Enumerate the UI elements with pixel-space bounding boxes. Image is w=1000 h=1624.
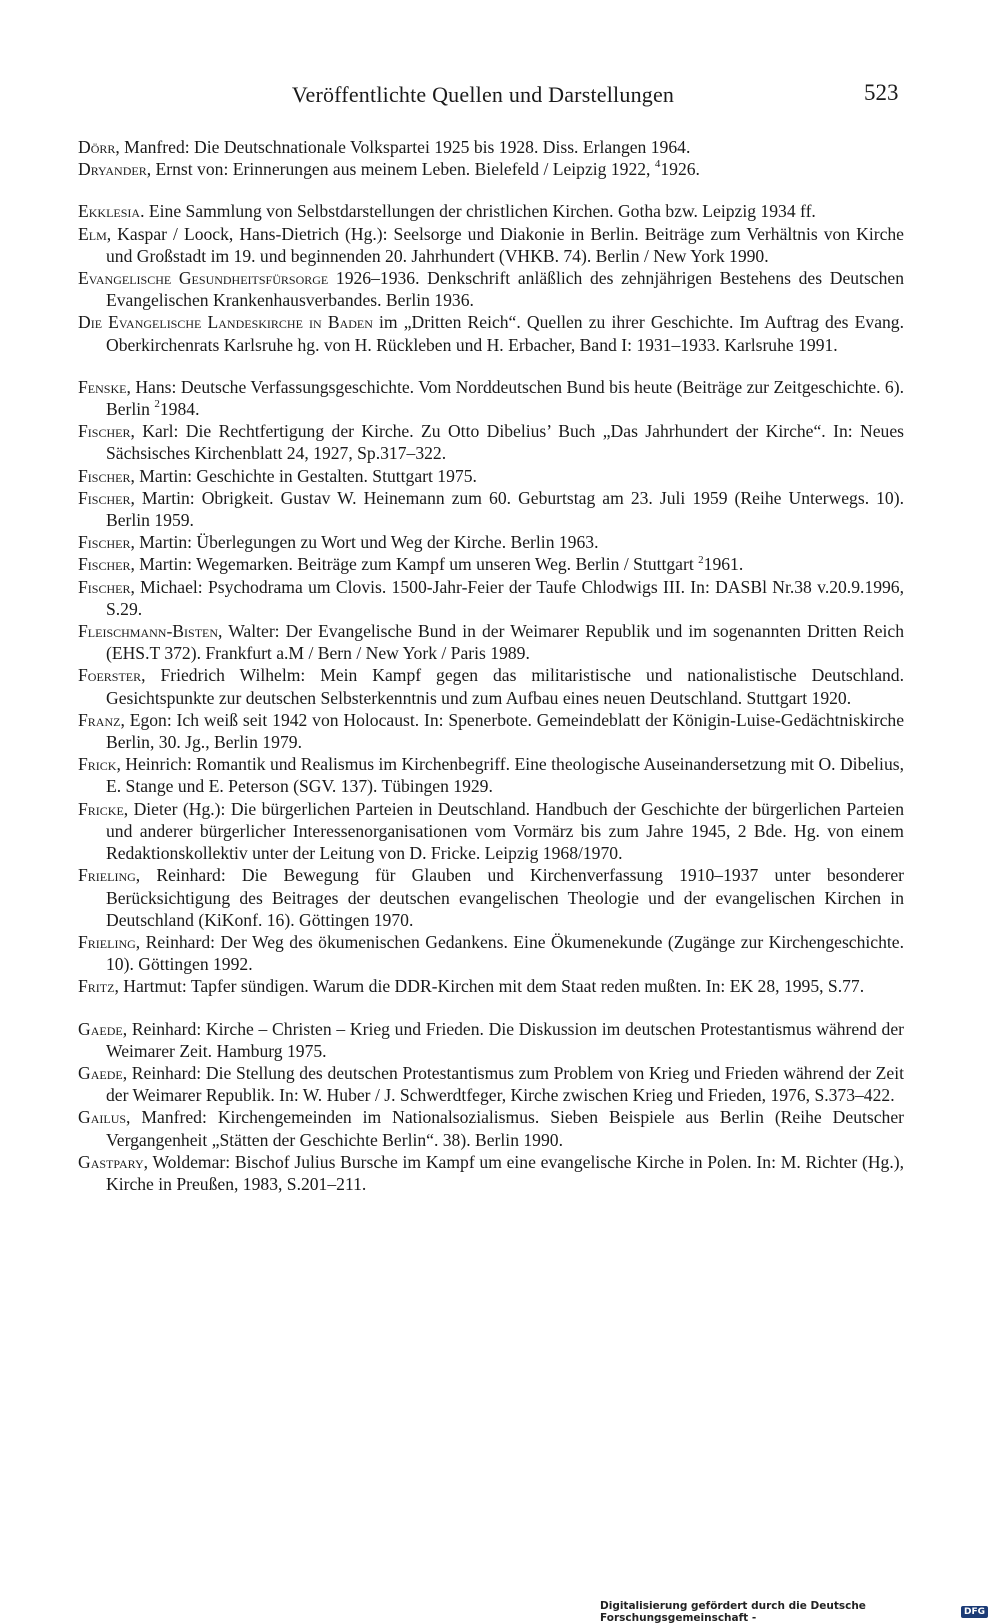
- entry-author: Fischer,: [78, 421, 135, 442]
- entry-text: Michael: Psychodrama um Clovis. 1500-Jahr-Feier der Taufe Chlodwigs III. In: DASBl Nr.38 v.20.9.1996, S.29.: [106, 576, 904, 619]
- bibliography-entry: [78, 136, 904, 158]
- entry-text: Karl: Die Rechtfertigung der Kirche. Zu Otto Dibelius’ Buch „Das Jahrhundert der Kirche“. In: Neues Sächsisches Kirchenblatt 24, 1927, Sp.317–322.: [106, 421, 904, 464]
- entry-text: Reinhard: Die Bewegung für Glauben und Kirchenverfassung 1910–1937 unter besonderer Berücksichtigung des Beitrages der deutschen evangelischen Theologie und der evangelischen Kirchen in Deutschland (KiKonf. 16). Göttingen 1970.: [106, 865, 904, 930]
- entry-author: Ekklesia.: [78, 201, 145, 222]
- entry-author: Frieling,: [78, 931, 141, 952]
- entry-author: Frieling,: [78, 865, 141, 886]
- entry-text: Reinhard: Der Weg des ökumenischen Gedankens. Eine Ökumenekunde (Zugänge zur Kirchengeschichte. 10). Göttingen 1992.: [106, 931, 904, 975]
- entry-text: Hans: Deutsche Verfassungsgeschichte. Vom Norddeutschen Bund bis heute (Beiträge zur Zeitgeschichte. 6). Berlin: [106, 376, 904, 420]
- entry-author: Gaede,: [78, 1018, 128, 1039]
- edition-superscript: 4: [654, 158, 661, 171]
- entry-text: Ernst von: Erinnerungen aus meinem Leben. Bielefeld / Leipzig 1922,: [151, 159, 655, 180]
- entry-author: Frick,: [78, 754, 121, 775]
- digitization-footer: [600, 1600, 1000, 1623]
- entry-author: Fischer,: [78, 532, 135, 553]
- entry-text-tail: 1961.: [703, 554, 744, 575]
- edition-superscript: 2: [698, 553, 704, 566]
- bibliography-entry: [78, 1151, 904, 1195]
- entry-text-tail: 1984.: [159, 399, 200, 420]
- entry-author: Fricke,: [78, 798, 129, 819]
- entry-text: Hartmut: Tapfer sündigen. Warum die DDR-Kirchen mit dem Staat reden mußten. In: EK 28, 1995, S.77.: [118, 976, 865, 997]
- entry-text: Martin: Obrigkeit. Gustav W. Heinemann zum 60. Geburtstag am 23. Juli 1959 (Reihe Unterwegs. 10). Berlin 1959.: [106, 487, 904, 531]
- entry-text: Kaspar / Loock, Hans-Dietrich (Hg.): Seelsorge und Diakonie in Berlin. Beiträge zum Verhältnis von Kirche und Großstadt im 19. und beginnenden 20. Jahrhundert (VHKB. 74). Berlin / New York 1990.: [106, 223, 904, 266]
- bibliography-entry: [78, 223, 904, 267]
- bibliography-entry: [78, 267, 904, 311]
- bibliography-entry: [78, 931, 904, 975]
- bibliography-entry: [78, 158, 904, 180]
- footer-text: Digitalisierung gefördert durch die Deutsche Forschungsgemeinschaft -: [600, 1599, 866, 1624]
- entry-text: Heinrich: Romantik und Realismus im Kirchenbegriff. Eine theologische Auseinandersetzung mit O. Dibelius, E. Stange und E. Peterson (SGV. 137). Tübingen 1929.: [106, 754, 904, 797]
- entry-author: Dörr,: [78, 137, 120, 157]
- bibliography-entry: [78, 975, 904, 997]
- entry-author: Foerster,: [78, 665, 146, 686]
- entry-author: Fischer,: [78, 554, 135, 575]
- entry-text: im „Dritten Reich“. Quellen zu ihrer Geschichte. Im Auftrag des Evang. Oberkirchenrats Karlsruhe hg. von H. Rückleben und H. Erbacher, Band I: 1931–1933. Karlsruhe 1991.: [106, 312, 904, 355]
- entry-text: Woldemar: Bischof Julius Bursche im Kampf um eine evangelische Kirche in Polen. In: M. Richter (Hg.), Kirche in Preußen, 1983, S.201–211.: [106, 1151, 904, 1194]
- entry-text: Martin: Überlegungen zu Wort und Weg der Kirche. Berlin 1963.: [134, 532, 599, 553]
- entry-text: Reinhard: Die Stellung des deutschen Protestantismus zum Problem von Krieg und Frieden während der Zeit der Weimarer Republik. In: W. Huber / J. Schwerdtfeger, Kirche zwischen Krieg und Frieden, 1976, S.373–422.: [106, 1062, 904, 1106]
- entry-text: Reinhard: Kirche – Christen – Krieg und Frieden. Die Diskussion im deutschen Protestantismus während der Weimarer Zeit. Hamburg 1975.: [106, 1018, 904, 1061]
- group-separator: [78, 356, 904, 376]
- entry-author: Evangelische Gesundheitsfürsorge: [78, 268, 329, 289]
- bibliography-entry: [78, 620, 904, 664]
- entry-text: Martin: Wegemarken. Beiträge zum Kampf um unseren Weg. Berlin / Stuttgart: [134, 554, 699, 575]
- bibliography-entry: [78, 864, 904, 931]
- entry-text: Manfred: Kirchengemeinden im Nationalsozialismus. Sieben Beispiele aus Berlin (Reihe Deutscher Vergangenheit „Stätten der Geschichte Berlin“. 38). Berlin 1990.: [106, 1107, 904, 1150]
- bibliography-entry: [78, 576, 904, 620]
- running-header: Veröffentlichte Quellen und Darstellungen: [291, 82, 675, 107]
- bibliography-entry: [78, 1062, 904, 1106]
- entry-text: Dieter (Hg.): Die bürgerlichen Parteien in Deutschland. Handbuch der Geschichte der bürgerlichen Parteien und anderer bürgerlicher Interessenorganisationen vom Vormärz bis zum Jahre 1945, 2 Bde. Hg. von einem Redaktionskollektiv unter der Leitung von D. Fricke. Leipzig 1968/1970.: [106, 798, 904, 864]
- entry-author: Gailus,: [78, 1107, 131, 1128]
- edition-superscript: 2: [154, 398, 160, 411]
- entry-text: 1926–1936. Denkschrift anläßlich des zehnjährigen Bestehens des Deutschen Evangelischen Krankenhausverbandes. Berlin 1936.: [106, 268, 904, 311]
- dfg-logo: DFG: [961, 1606, 988, 1618]
- entry-author: Franz,: [78, 709, 125, 730]
- bibliography-entry: [78, 1106, 904, 1150]
- bibliography-entry: [78, 709, 904, 753]
- entry-author: Fleischmann-Bisten,: [78, 621, 223, 642]
- bibliography-entry: [78, 553, 904, 575]
- entry-text: Manfred: Die Deutschnationale Volkspartei 1925 bis 1928. Diss. Erlangen 1964.: [119, 137, 691, 157]
- entry-author: Die Evangelische Landeskirche in Baden: [78, 312, 373, 333]
- entry-author: Fischer,: [78, 465, 135, 486]
- entry-author: Fischer,: [78, 487, 135, 508]
- bibliography-entry: [78, 311, 904, 355]
- entry-author: Gastpary,: [78, 1151, 149, 1172]
- entry-text: Martin: Geschichte in Gestalten. Stuttgart 1975.: [134, 465, 477, 486]
- bibliography-entry: [78, 798, 904, 865]
- entry-text: Egon: Ich weiß seit 1942 von Holocaust. In: Spenerbote. Gemeindeblatt der Königin-Luise-Gedächtniskirche Berlin, 30. Jg., Berlin 1979.: [106, 709, 904, 753]
- bibliography-entry: [78, 200, 904, 222]
- entry-text: Friedrich Wilhelm: Mein Kampf gegen das militaristische und nationalistische Deutschland. Gesichtspunkte zur deutschen Selbsterkenntnis und zum Aufbau eines neuen Deutschland. Stuttgart 1920.: [106, 665, 904, 708]
- entry-author: Gaede,: [78, 1062, 128, 1083]
- entry-text: Eine Sammlung von Selbstdarstellungen der christlichen Kirchen. Gotha bzw. Leipzig 1934 ff.: [144, 201, 816, 222]
- bibliography-entry: [78, 465, 904, 487]
- bibliography-entry: [78, 531, 904, 553]
- bibliography-list: [78, 136, 904, 1195]
- entry-author: Dryander,: [78, 159, 152, 180]
- bibliography-entry: [78, 487, 904, 531]
- page-number: 523: [864, 80, 899, 105]
- entry-author: Fischer,: [78, 576, 135, 597]
- bibliography-entry: [78, 753, 904, 797]
- bibliography-entry: [78, 1018, 904, 1062]
- entry-author: Fritz,: [78, 976, 119, 997]
- entry-author: Fenske,: [78, 376, 131, 397]
- entry-text: Walter: Der Evangelische Bund in der Weimarer Republik und im sogenannten Dritten Reich (EHS.T 372). Frankfurt a.M / Bern / New York / Paris 1989.: [106, 621, 904, 664]
- entry-text-tail: 1926.: [660, 159, 700, 180]
- bibliography-entry: [78, 376, 904, 420]
- group-separator: [78, 998, 904, 1018]
- group-separator: [78, 180, 904, 200]
- bibliography-entry: [78, 664, 904, 708]
- entry-author: Elm,: [78, 223, 112, 244]
- bibliography-entry: [78, 420, 904, 464]
